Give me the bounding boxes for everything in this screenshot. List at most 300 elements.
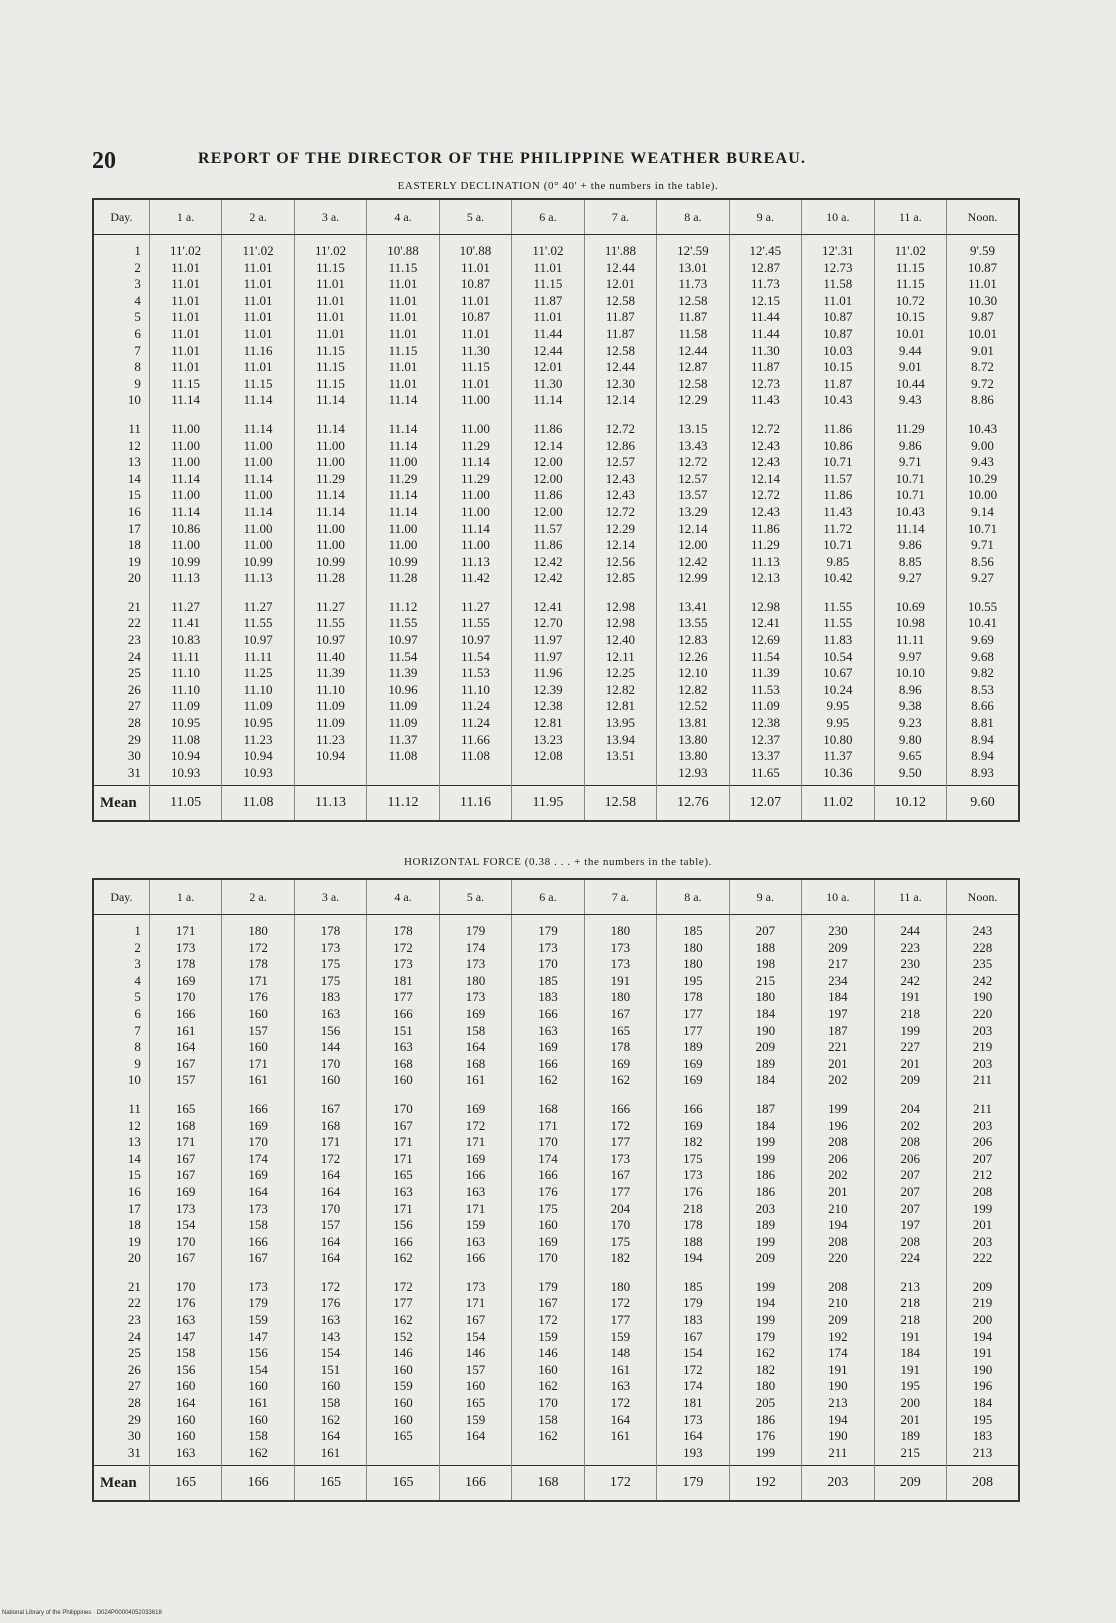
cell-value: 160 [393,1395,413,1411]
value-cell [584,235,656,413]
cell-value: 9.95 [826,698,850,714]
cell-value: 166 [175,1005,196,1021]
mean-row [93,1466,1019,1502]
value-cell [149,235,221,413]
cell-value: 12.42 [678,553,708,569]
cell-value: 222 [972,1250,993,1266]
cell-value: 9 [134,1055,141,1071]
cell-value: 204 [900,1100,921,1116]
cell-value: 160 [320,1378,341,1394]
mean-value: 165 [149,1466,221,1502]
cell-value: 206 [828,1150,848,1166]
value-cell [802,591,874,786]
cell-value: 11.97 [533,632,563,648]
cell-value: 7 [134,342,141,358]
cell-value: 13.29 [678,503,708,519]
cell-value: 11.15 [316,359,345,375]
cell-value: 183 [320,989,341,1005]
cell-value: 213 [900,1278,921,1294]
cell-value: 179 [248,1295,268,1311]
horizontal-force-table [92,878,1020,1502]
cell-value: 163 [465,1233,486,1249]
value-cell [802,1271,874,1466]
value-cell [294,235,366,413]
value-cell [584,1271,656,1466]
cell-value: 10.99 [243,553,273,569]
cell-value: 11.15 [171,375,200,391]
cell-value: 9.50 [898,764,922,780]
day-cell [93,1093,149,1271]
header-row [93,199,1019,235]
cell-value: 171 [465,1134,486,1150]
cell-value: 11.15 [316,259,345,275]
cell-value: 10.87 [823,309,853,325]
cell-value: 199 [900,1022,921,1038]
cell-value: 180 [610,1278,631,1294]
cell-value: 169 [610,1055,631,1071]
cell-value: 163 [393,1183,413,1199]
cell-value: 12.73 [823,259,853,275]
value-cell [729,413,801,591]
cell-value: 8.85 [898,553,922,569]
cell-value: 8.94 [971,748,994,764]
cell-value: 172 [393,1278,413,1294]
mean-value: 12.58 [584,786,656,822]
cell-value: 195 [683,972,703,988]
cell-value: 184 [828,989,848,1005]
cell-value: 210 [828,1200,848,1216]
cell-value: 11.14 [171,392,200,408]
cell-value: 14 [127,1150,141,1166]
value-cell [584,1093,656,1271]
cell-value: 10.43 [823,392,853,408]
cell-value: 190 [828,1378,848,1394]
value-cell [294,591,366,786]
cell-value: 11.28 [388,570,418,586]
cell-value: 179 [755,1328,776,1344]
cell-value: 13.80 [678,731,708,747]
cell-value: 11.00 [171,454,200,470]
cell-value: 11.86 [533,537,563,553]
cell-value: 10.03 [823,342,853,358]
cell-value: 11.12 [388,598,418,614]
cell-value: 170 [538,956,558,972]
value-cell [149,915,221,1093]
cell-value: 12 [127,437,141,453]
cell-value: 194 [828,1411,848,1427]
cell-value: 30 [127,1428,141,1444]
cell-value: 190 [828,1428,848,1444]
cell-value: 183 [972,1428,993,1444]
cell-value: 10.15 [895,309,925,325]
cell-value: 162 [538,1428,558,1444]
cell-value: 171 [538,1117,558,1133]
value-cell [947,1271,1019,1466]
cell-value: 11 [128,420,141,436]
cell-value: 12'.59 [677,243,709,258]
cell-value: 2 [134,939,141,955]
cell-value: 180 [755,989,776,1005]
cell-value: 11.00 [388,520,418,536]
cell-value: 159 [465,1217,486,1233]
cell-value: 11'.02 [242,243,274,258]
cell-value: 169 [175,1183,196,1199]
cell-value: 13.01 [678,259,708,275]
value-cell [657,591,729,786]
cell-value [512,765,583,782]
cell-value: 182 [610,1250,631,1266]
cell-value [512,1445,583,1462]
cell-value: 12.52 [678,698,708,714]
cell-value: 11.83 [823,632,853,648]
cell-value: 208 [828,1278,848,1294]
cell-value: 166 [465,1167,486,1183]
cell-value: 10.97 [460,632,491,648]
cell-value: 12.44 [533,342,563,358]
cell-value: 5 [134,309,141,325]
cell-value: 175 [683,1150,703,1166]
cell-value: 167 [175,1167,196,1183]
cell-value: 11.00 [243,437,273,453]
cell-value: 173 [175,1200,196,1216]
cell-value: 11.00 [171,487,200,503]
cell-value: 178 [175,956,196,972]
cell-value: 11.14 [243,420,273,436]
cell-value: 11.37 [388,731,418,747]
cell-value: 13.37 [750,748,780,764]
cell-value: 9.69 [971,632,994,648]
column-header: 9 a. [729,879,801,915]
cell-value: 176 [320,1295,341,1311]
cell-value: 11.01 [316,309,345,325]
cell-value: 163 [320,1005,341,1021]
cell-value: 170 [538,1134,558,1150]
cell-value: 10.43 [895,503,925,519]
cell-value: 12.73 [750,375,780,391]
cell-value: 172 [248,939,268,955]
value-cell [512,1093,584,1271]
cell-value: 10'.88 [387,243,419,258]
value-cell [149,1271,221,1466]
cell-value: 11.27 [461,598,490,614]
cell-value: 22 [127,615,141,631]
cell-value: 10.44 [895,375,925,391]
running-header: REPORT OF THE DIRECTOR OF THE PHILIPPINE WEATHER BUREAU. [198,150,807,167]
cell-value: 197 [900,1217,921,1233]
cell-value: 9.95 [826,715,850,731]
cell-value: 190 [755,1022,776,1038]
declination-table-caption: EASTERLY DECLINATION (0° 40' + the numbers in the table). [397,180,719,192]
cell-value: 169 [175,972,196,988]
cell-value: 12.98 [750,598,780,614]
cell-value: 186 [755,1183,776,1199]
cell-value: 11.55 [316,615,345,631]
value-cell [149,413,221,591]
cell-value: 12.39 [533,681,563,697]
cell-value: 9.71 [898,454,922,470]
cell-value: 169 [465,1150,486,1166]
cell-value: 180 [610,923,631,938]
cell-value: 12.42 [533,570,563,586]
column-header: 2 a. [222,879,294,915]
cell-value: 211 [828,1444,848,1460]
table-row-block [93,915,1019,1093]
cell-value: 11.87 [678,309,708,325]
cell-value: 171 [175,1134,196,1150]
cell-value: 13.80 [678,748,708,764]
cell-value: 12.00 [533,470,563,486]
page-number: 20 [92,148,116,174]
cell-value: 183 [538,989,558,1005]
cell-value: 178 [610,1039,631,1055]
cell-value: 11.25 [243,665,273,681]
cell-value: 10.29 [967,470,998,486]
value-cell [947,1093,1019,1271]
cell-value: 13 [127,454,141,470]
mean-value: 209 [874,1466,946,1502]
cell-value: 10.87 [823,325,853,341]
day-cell [93,413,149,591]
cell-value: 211 [972,1100,993,1116]
cell-value: 27 [127,1378,141,1394]
cell-value: 11.00 [316,520,345,536]
cell-value: 179 [683,1295,703,1311]
cell-value: 11.11 [243,648,273,664]
cell-value: 11.42 [461,570,490,586]
cell-value: 213 [828,1395,848,1411]
cell-value: 157 [465,1361,486,1377]
cell-value: 11.00 [461,392,490,408]
cell-value: 12.72 [750,487,780,503]
cell-value: 12.81 [533,715,563,731]
cell-value: 217 [828,956,848,972]
cell-value: 9.01 [898,359,922,375]
cell-value: 164 [248,1183,268,1199]
cell-value: 172 [320,1278,341,1294]
cell-value: 203 [972,1055,993,1071]
cell-value: 179 [538,923,558,938]
cell-value: 199 [755,1150,776,1166]
cell-value: 173 [683,1167,703,1183]
cell-value: 4 [134,972,141,988]
mean-value: 9.60 [947,786,1019,822]
cell-value: 196 [828,1117,848,1133]
cell-value: 11.39 [388,665,418,681]
cell-value: 9.27 [971,570,994,586]
value-cell [367,235,439,413]
cell-value: 151 [393,1022,413,1038]
cell-value: 10.87 [460,276,491,292]
value-cell [222,413,294,591]
cell-value: 9.44 [898,342,922,358]
cell-value: 13.94 [605,731,636,747]
cell-value: 11.09 [750,698,780,714]
cell-value: 167 [175,1250,196,1266]
cell-value: 208 [828,1233,848,1249]
cell-value: 158 [175,1345,196,1361]
cell-value: 11.01 [388,309,418,325]
cell-value: 199 [755,1312,776,1328]
cell-value: 9.65 [898,748,922,764]
cell-value: 221 [828,1039,848,1055]
cell-value [367,1445,438,1462]
cell-value: 11.01 [968,276,997,292]
cell-value: 200 [972,1312,993,1328]
cell-value: 11.14 [533,392,563,408]
day-cell [93,1271,149,1466]
cell-value: 11.29 [461,470,490,486]
cell-value: 11.14 [388,420,418,436]
cell-value: 168 [175,1117,196,1133]
cell-value: 10.71 [895,470,925,486]
cell-value: 160 [538,1217,558,1233]
cell-value: 27 [127,698,141,714]
cell-value: 170 [248,1134,268,1150]
cell-value: 156 [175,1361,196,1377]
cell-value: 167 [393,1117,413,1133]
cell-value: 157 [175,1072,196,1088]
cell-value: 167 [320,1100,341,1116]
cell-value: 180 [610,989,631,1005]
cell-value: 10 [127,392,141,408]
cell-value: 159 [393,1378,413,1394]
cell-value: 11.86 [750,520,780,536]
cell-value: 178 [393,923,413,938]
cell-value: 143 [320,1328,341,1344]
cell-value: 165 [465,1395,486,1411]
cell-value: 9.82 [971,665,994,681]
cell-value: 11.29 [895,420,925,436]
cell-value: 11.01 [316,292,345,308]
value-cell [512,915,584,1093]
cell-value: 24 [127,1328,141,1344]
cell-value: 11.14 [388,503,418,519]
cell-value: 176 [248,989,268,1005]
cell-value: 173 [248,1278,268,1294]
cell-value: 182 [755,1361,776,1377]
cell-value: 171 [393,1200,413,1216]
cell-value: 12.14 [605,537,636,553]
cell-value: 11.23 [243,731,273,747]
cell-value: 12.14 [533,437,563,453]
cell-value: 169 [465,1005,486,1021]
cell-value: 12.00 [678,537,708,553]
cell-value: 12.72 [750,420,780,436]
cell-value: 165 [175,1100,196,1116]
cell-value: 173 [538,939,558,955]
cell-value: 10.93 [170,764,201,780]
column-header: 3 a. [294,879,366,915]
header-row [93,879,1019,915]
cell-value [367,765,438,782]
cell-value: 208 [972,1183,993,1199]
cell-value: 159 [538,1328,558,1344]
cell-value: 10.71 [967,520,998,536]
cell-value: 11.10 [171,665,200,681]
cell-value: 10.43 [967,420,998,436]
cell-value: 180 [248,923,268,938]
cell-value: 11.10 [461,681,490,697]
cell-value: 8.56 [971,553,994,569]
cell-value: 8 [134,1039,141,1055]
cell-value: 12.40 [605,632,636,648]
cell-value: 13.15 [678,420,708,436]
mean-value: 11.08 [222,786,294,822]
cell-value: 178 [683,989,703,1005]
column-header: 7 a. [584,879,656,915]
cell-value: 11'.02 [314,243,347,258]
cell-value: 191 [900,989,921,1005]
cell-value: 7 [134,1022,141,1038]
cell-value: 235 [972,956,993,972]
cell-value: 13.95 [605,715,636,731]
cell-value: 11.29 [461,437,490,453]
cell-value: 21 [127,1278,141,1294]
cell-value: 170 [175,1233,196,1249]
cell-value [440,1445,511,1462]
cell-value: 173 [610,1150,631,1166]
cell-value: 11.97 [533,648,563,664]
cell-value: 213 [972,1444,993,1460]
cell-value: 11.14 [316,420,345,436]
cell-value: 161 [320,1444,341,1460]
cell-value: 167 [465,1312,486,1328]
cell-value: 199 [755,1278,776,1294]
cell-value: 11.00 [243,537,273,553]
cell-value: 11.15 [895,276,925,292]
cell-value: 11.01 [243,359,273,375]
cell-value: 207 [755,923,776,938]
cell-value: 166 [248,1233,268,1249]
cell-value: 215 [900,1444,921,1460]
cell-value: 11.44 [750,325,780,341]
cell-value: 10.41 [967,615,998,631]
cell-value: 208 [900,1233,921,1249]
value-cell [729,591,801,786]
cell-value: 11.00 [316,454,345,470]
cell-value: 184 [755,1117,776,1133]
cell-value: 11.72 [823,520,853,536]
cell-value: 218 [900,1312,921,1328]
cell-value: 11.86 [533,420,563,436]
value-cell [439,235,511,413]
cell-value: 11.14 [388,392,418,408]
cell-value: 10.83 [170,632,201,648]
cell-value: 230 [900,956,921,972]
cell-value: 207 [900,1167,921,1183]
cell-value: 11.55 [461,615,490,631]
cell-value: 10.69 [895,598,925,614]
cell-value: 11 [128,1100,141,1116]
cell-value: 12.44 [678,342,708,358]
cell-value: 202 [828,1167,848,1183]
cell-value: 11.54 [461,648,490,664]
cell-value: 197 [828,1005,848,1021]
cell-value: 209 [755,1250,776,1266]
horizontal-force-table-caption: HORIZONTAL FORCE (0.38 . . . + the numbers in the table). [404,856,712,868]
cell-value: 17 [127,1200,141,1216]
cell-value: 163 [393,1039,413,1055]
cell-value: 12.58 [605,342,636,358]
cell-value: 12.43 [605,470,636,486]
cell-value: 168 [538,1100,558,1116]
value-cell [802,235,874,413]
cell-value: 212 [972,1167,993,1183]
value-cell [729,1093,801,1271]
value-cell [874,591,946,786]
cell-value: 171 [175,923,196,938]
cell-value: 18 [127,537,141,553]
